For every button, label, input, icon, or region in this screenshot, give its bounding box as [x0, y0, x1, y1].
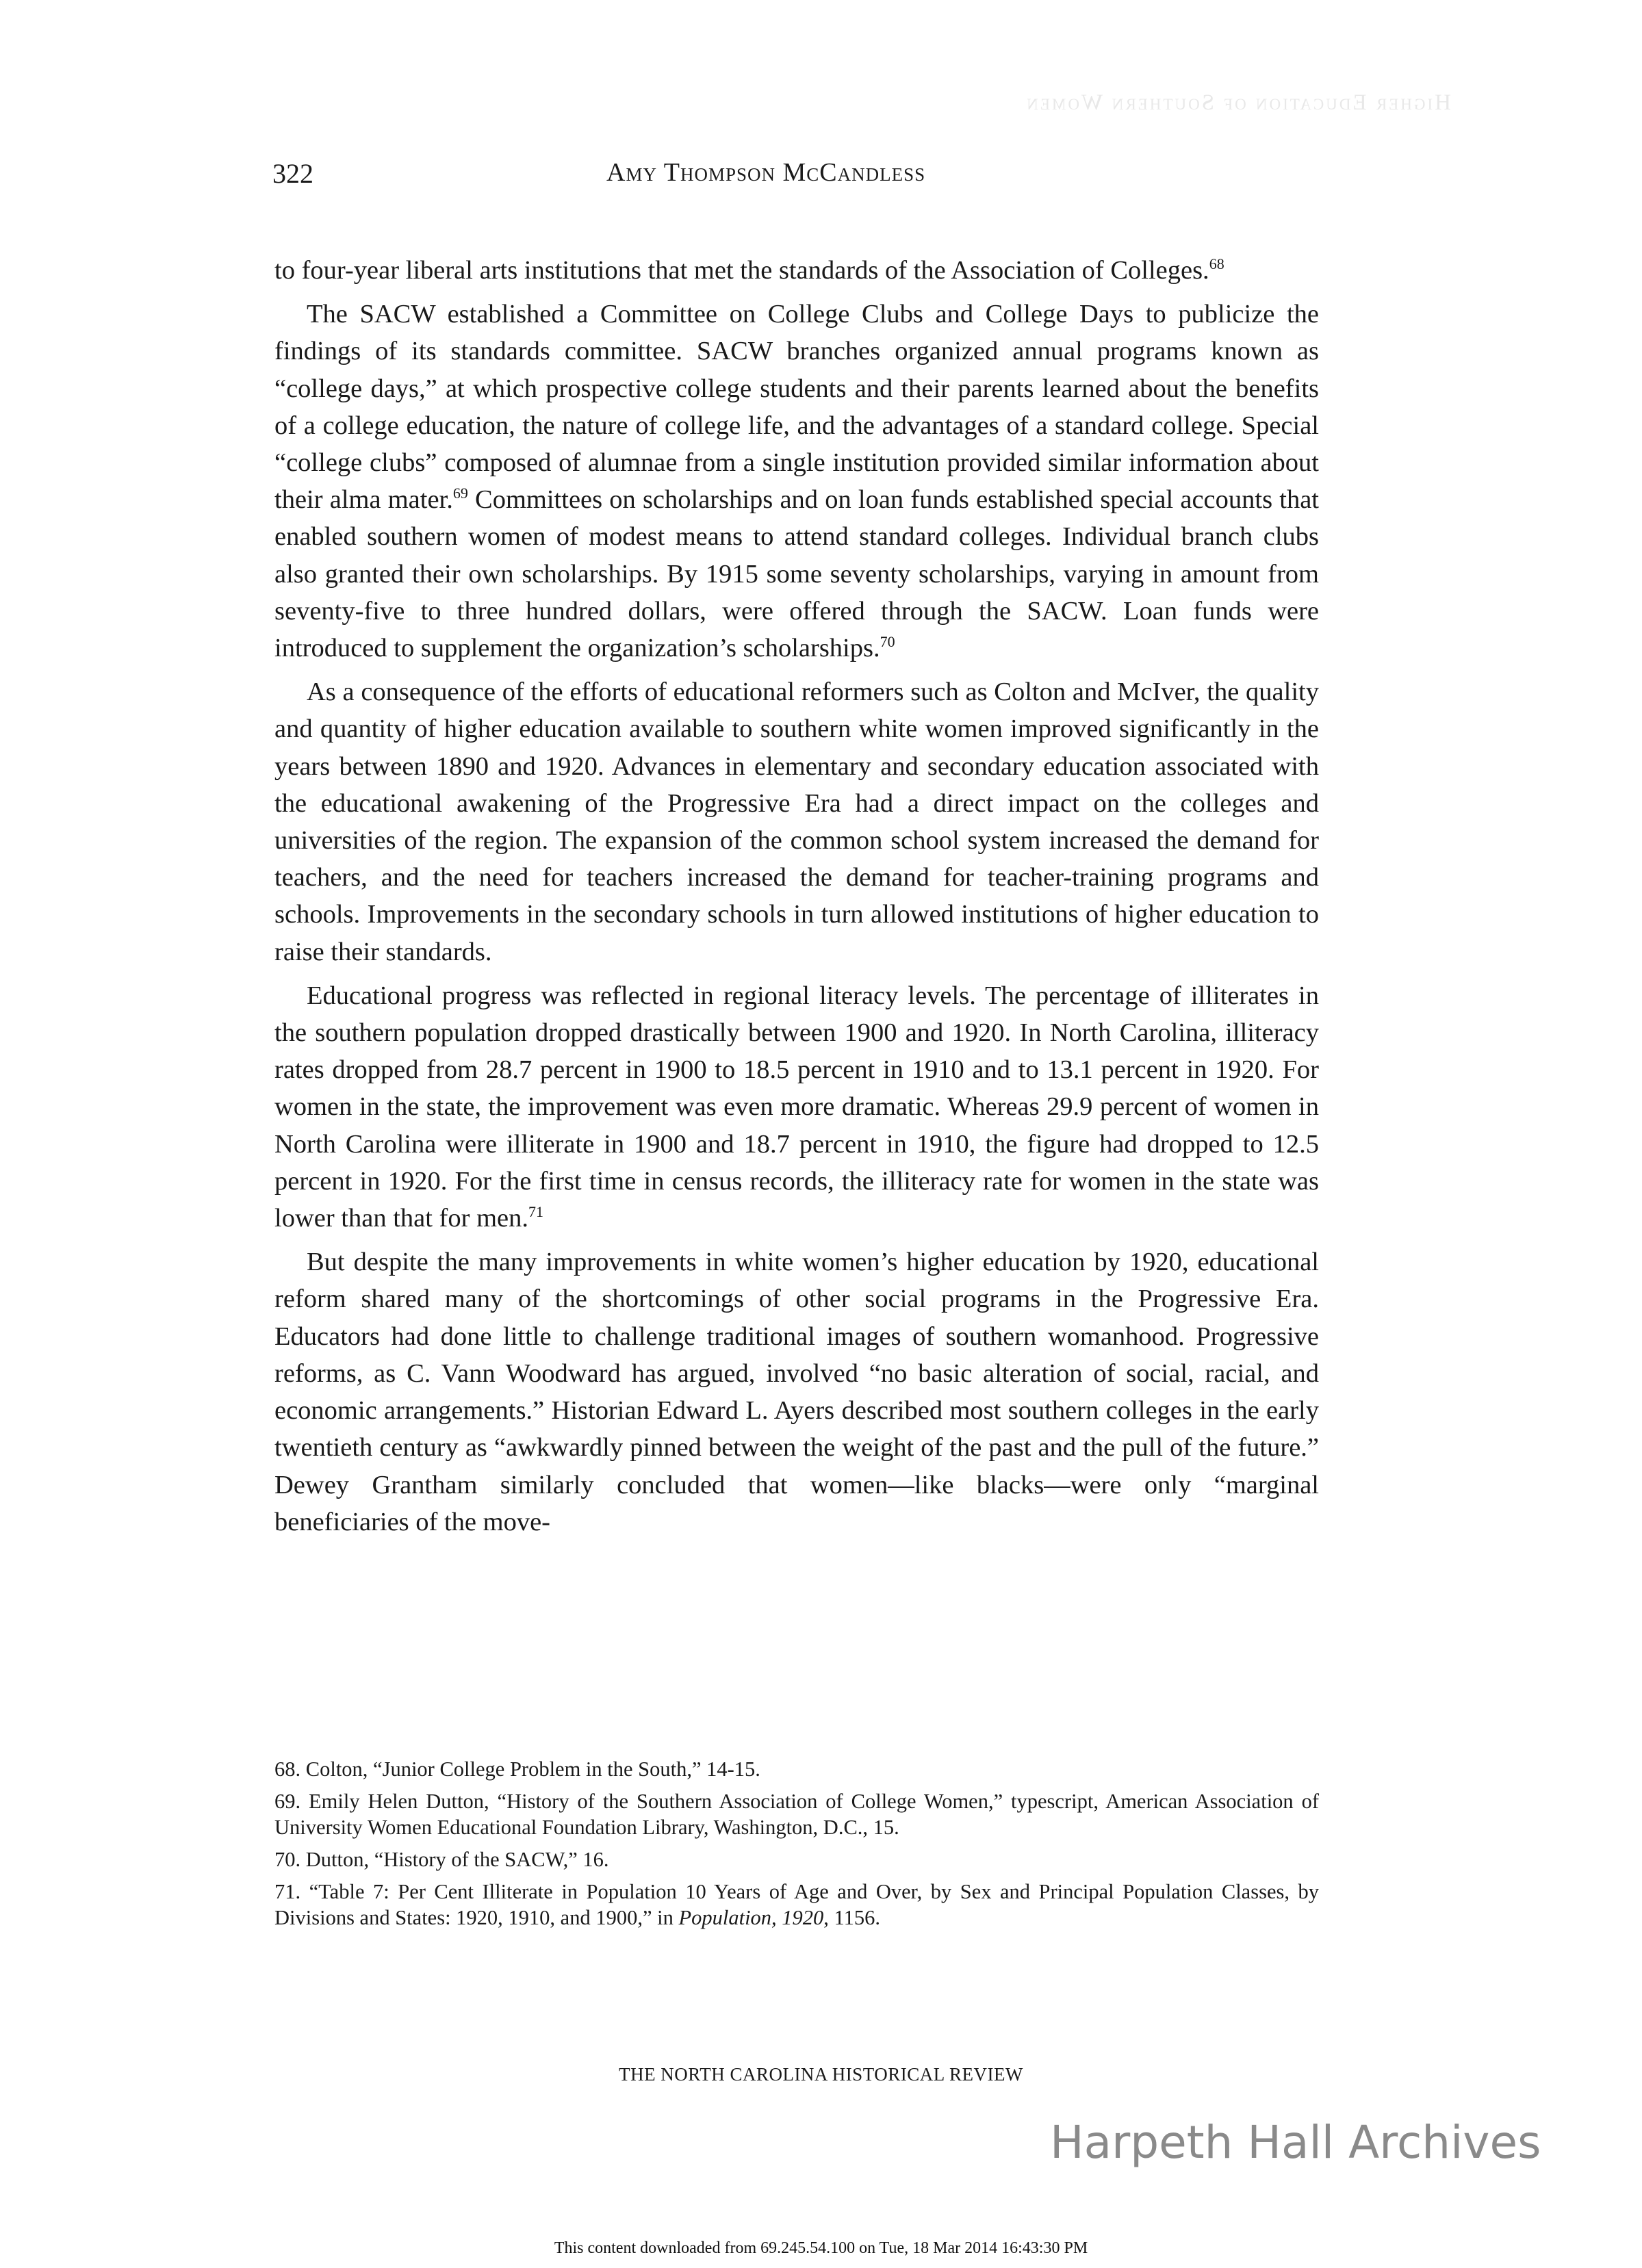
paragraph-3-text: As a consequence of the efforts of educational reformers such as Colton and McIver, the quality and quantity of higher education available to southern white women improved significantly in the years between 1890 and 1920. Advances in elementary and secondary education associated with the educational awakening of the Progressive Era had a direct impact on the colleges and universities of the region. The expansion of the common school system increased the demand for teachers, and the need for teachers increased the demand for teacher-training programs and schools. Improvements in the secondary schools in turn allowed institutions of higher education to raise their standards. [274, 678, 1319, 966]
paragraph-3 [274, 673, 1319, 970]
footnote-ref-70: 70 [880, 633, 895, 651]
footnote-ref-69: 69 [452, 485, 468, 502]
paragraph-5-text: But despite the many improvements in white women’s higher education by 1920, educational reform shared many of the shortcomings of other social programs in the Progressive Era. Educators had done little to challenge traditional images of southern womanhood. Progressive reforms, as C. Vann Woodward has argued, involved “no basic alteration of social, racial, and economic arrangements.” Historian Edward L. Ayers described most southern colleges in the early twentieth century as “awkwardly pinned between the weight of the past and the pull of the future.” Dewey Grantham similarly concluded that women—like blacks—were only “marginal beneficiaries of the move- [274, 1248, 1319, 1536]
footnote-number: 71. [274, 1880, 301, 1903]
page-number: 322 [272, 158, 313, 189]
footnote-ref-71: 71 [528, 1203, 543, 1221]
footnote-69 [274, 1788, 1319, 1840]
body-text [274, 252, 1319, 1541]
show-through-header [534, 90, 1451, 116]
paragraph-2 [274, 296, 1319, 667]
footnote-number: 69. [274, 1790, 301, 1813]
paragraph-4 [274, 977, 1319, 1237]
footnote-71 [274, 1879, 1319, 1931]
footnote-number: 68. [274, 1757, 301, 1781]
archive-watermark: Harpeth Hall Archives [1050, 2116, 1541, 2169]
download-note: This content downloaded from 69.245.54.100 on Tue, 18 Mar 2014 16:43:30 PM [554, 2239, 1088, 2257]
paragraph-4-text: Educational progress was reflected in regional literacy levels. The percentage of illiterates in the southern population dropped drastically between 1900 and 1920. In North Carolina, illiteracy rates dropped from 28.7 percent in 1900 to 18.5 percent in 1910 and to 13.1 percent in 1920. For women in the state, the improvement was even more dramatic. Whereas 29.9 percent of women in North Carolina were illiterate in 1900 and 18.7 percent in 1910, the figure had dropped to 12.5 percent in 1920. For the first time in census records, the illiteracy rate for women in the state was lower than that for men. [274, 981, 1319, 1233]
paragraph-1 [274, 252, 1319, 289]
show-through-title: Higher Education of Southern Women [1025, 90, 1451, 115]
footnote-italic-title: Population, 1920 [678, 1906, 824, 1929]
footnote-text: Colton, “Junior College Problem in the South,” 14-15. [305, 1757, 760, 1781]
paragraph-2-text: The SACW established a Committee on College Clubs and College Days to publicize the findings of its standards committee. SACW branches organized annual programs known as “college days,” at which prospective college students and their parents learned about the benefits of a college education, the nature of college life, and the advantages of a standard college. Special “college clubs” composed of alumnae from a single institution provided similar information about their alma mater. [274, 300, 1319, 515]
journal-footer: THE NORTH CAROLINA HISTORICAL REVIEW [619, 2064, 1023, 2085]
footnote-number: 70. [274, 1848, 301, 1871]
footnote-68 [274, 1756, 1319, 1782]
paragraph-2-continuation: Committees on scholarships and on loan funds established special accounts that enabled southern women of modest means to attend standard colleges. Individual branch clubs also granted their own scholarships. By 1915 some seventy scholarships, varying in amount from seventy-five to three hundred dollars, were offered through the SACW. Loan funds were introduced to supplement the organization’s scholarships. [274, 485, 1319, 663]
footnote-text: Emily Helen Dutton, “History of the Southern Association of College Women,” typescript, American Association of University Women Educational Foundation Library, Washington, D.C., 15. [274, 1790, 1319, 1839]
footnote-text: Dutton, “History of the SACW,” 16. [305, 1848, 609, 1871]
footnote-ref-68: 68 [1209, 255, 1224, 273]
footnote-text: “Table 7: Per Cent Illiterate in Population 10 Years of Age and Over, by Sex and Principal Population Classes, by Divisions and States: 1920, 1910, and 1900,” in [274, 1880, 1319, 1929]
paragraph-5 [274, 1243, 1319, 1541]
running-title: Amy Thompson McCandless [606, 158, 926, 187]
footnote-text-end: , 1156. [823, 1906, 881, 1929]
paragraph-1-text: to four-year liberal arts institutions that met the standards of the Association of Colleges. [274, 256, 1209, 285]
footnote-70 [274, 1846, 1319, 1872]
footnotes [274, 1756, 1319, 1937]
running-header [272, 157, 1320, 190]
